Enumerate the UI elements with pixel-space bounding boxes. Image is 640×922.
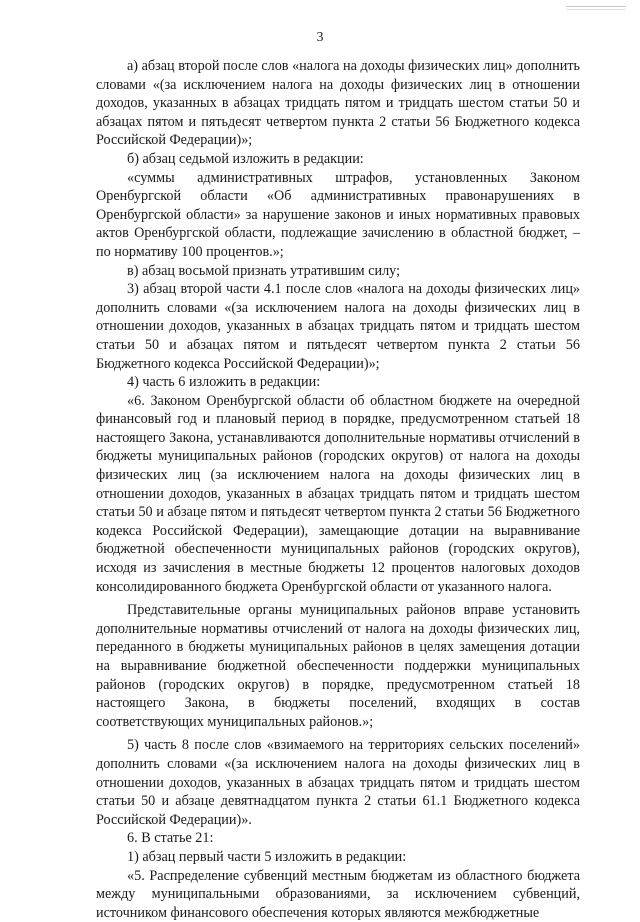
paragraph-quoted-fines: «суммы административных штрафов, установленных Законом Оренбургской области «Об административных правонарушениях в Оренбургской области» за нарушение законов и иных нормативных правовых актов Оренбургской области, подлежащие зачислению в областной бюджет, – по нормативу 100 процентов.»; [96,169,580,260]
paragraph-item-3: 3) абзац второй части 4.1 после слов «налога на доходы физических лиц» дополнить словами «(за исключением налога на доходы физических лиц в отношении доходов, указанных в абзацах тридцать пятом и тридцать шестом статьи 50 и абзацах пятом и пятьдесят четвертом пункта 2 статьи 56 Бюджетного кодекса Российской Федерации)»; [96,281,580,372]
paragraph-item-5: 5) часть 8 после слов «взимаемого на территориях сельских поселений» дополнить словами «(за исключением налога на доходы физических лиц в отношении доходов, указанных в абзацах тридцать пятом и тридцать шестом статьи 50 и абзаце девятнадцатом пункта 2 статьи 61.1 Бюджетного кодекса Российской Федерации)». [96,737,580,828]
paragraph-amendment-a: а) абзац второй после слов «налога на доходы физических лиц» дополнить словами «(за исключением налога на доходы физических лиц в отношении доходов, указанных в абзацах тридцать пятом и тридцать шестом статьи 50 и абзацах пятом и пятьдесят четвертом пункта 2 статьи 56 Бюджетного кодекса Российской Федерации)»; [96,58,580,149]
paragraph-article-21-item-1: 1) абзац первый части 5 изложить в редакции: [127,848,407,865]
paragraph-amendment-b: б) абзац седьмой изложить в редакции: [127,150,364,167]
scan-edge-mark [566,6,626,10]
document-body [96,57,580,922]
page-number: 3 [316,30,324,45]
paragraph-quoted-part-6: «6. Законом Оренбургской области об областном бюджете на очередной финансовый год и плановый период в порядке, предусмотренном статьей 18 настоящего Закона, устанавливаются дополнительные нормативы отчислений в бюджеты муниципальных районов (городских округов) от налога на доходы физических лиц (за исключением налога на доходы физических лиц в отношении доходов, указанных в абзацах тридцать пятом и тридцать шестом статьи 50 и абзаце пятом и пятьдесят четвертом пункта 2 статьи 56 Бюджетного кодекса Российской Федерации), замещающие дотации на выравнивание бюджетной обеспеченности муниципальных районов (городских округов), исходя из зачисления в местные бюджеты 12 процентов налоговых доходов консолидированного бюджета Оренбургской области от указанного налога. [96,392,580,595]
paragraph-quoted-part-5: «5. Распределение субвенций местным бюджетам из областного бюджета между муниципальными образованиями, за исключением субвенций, источником финансового обеспечения которых являются межбюджетные [96,867,580,921]
paragraph-article-21: 6. В статье 21: [127,830,214,847]
paragraph-item-4: 4) часть 6 изложить в редакции: [127,374,321,391]
paragraph-amendment-v: в) абзац восьмой признать утратившим силу; [127,262,401,279]
paragraph-representative-bodies: Представительные органы муниципальных районов вправе установить дополнительные нормативы отчислений от налога на доходы физических лиц, переданного в бюджеты муниципальных районов в целях замещения дотации на выравнивание бюджетной обеспеченности поддержки муниципальных районов (городских округов) в порядке, предусмотренном статьей 18 настоящего Закона, в бюджеты поселений, входящих в состав соответствующих муниципальных районов.»; [96,602,580,730]
